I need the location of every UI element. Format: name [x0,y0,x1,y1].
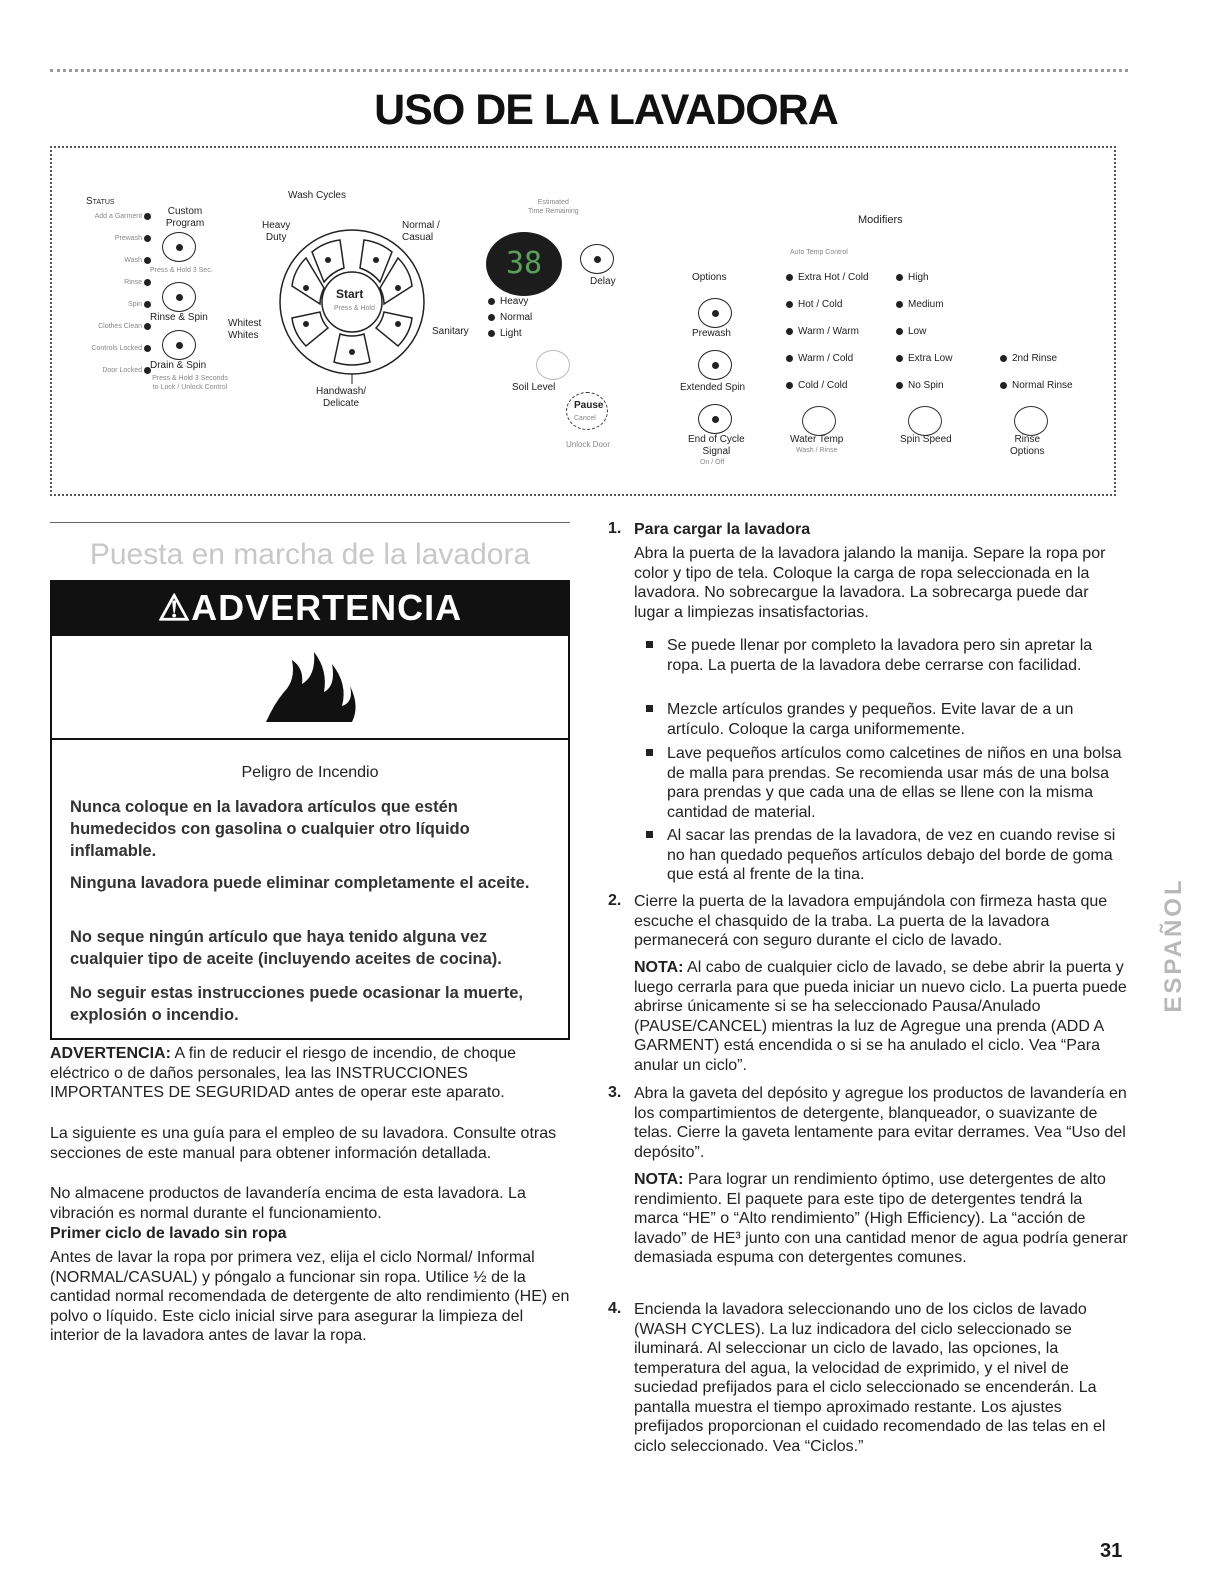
soil-level-label: Soil Level [512,382,556,393]
step-number: 1. [608,520,622,537]
intro-paragraph: La siguiente es una guía para el empleo de su lavadora. Consulte otras secciones de este manual para obtener información detallada. [50,1125,557,1162]
start-note: Press & Hold [334,305,375,312]
warning-band: ⚠ADVERTENCIA [50,580,570,636]
spin-option: No Spin [896,380,952,407]
rinse-options-button[interactable] [1014,406,1048,436]
language-side-tab [1160,815,1188,1075]
status-indicator: Rinse [66,278,156,300]
rinse-option: Normal Rinse [1000,380,1073,407]
water-temp-sub: Wash / Rinse [796,447,838,454]
step-text: Cierre la puerta de la lavadora empujándola con firmeza hasta que escuche el chasquido de la traba. La puerta de la lavadora permanecerá con seguro durante el ciclo de lavado. [634,893,1108,949]
section-divider [50,522,570,523]
press-hold-note: Press & Hold 3 Sec. [150,267,213,274]
first-cycle-paragraph: Antes de lavar la ropa por primera vez, elija el ciclo Normal/ Informal (NORMAL/CASUAL) y póngalo a funcionar sin ropa. Utilice ½ de la cantidad normal recomendada de detergente de alto rendimiento (HE) en polvo o líquido. Este ciclo inicial sirve para asegurar la limpieza del interior de la lavadora antes de lavar la ropa. [50,1249,570,1344]
delay-label: Delay [590,276,616,287]
unlock-door-label: Unlock Door [566,440,611,449]
spin-option: Low [896,326,952,353]
modifiers-heading: Modifiers [858,214,903,226]
prewash-label: Prewash [692,328,731,339]
custom-program-button[interactable] [162,232,196,262]
warning-rule [52,738,568,740]
step-text: Encienda la lavadora seleccionando uno de los ciclos de lavado (WASH CYCLES). La luz indicadora del ciclo seleccionado se iluminará. Al seleccionar un ciclo de lavado, las opciones, la temperatura del agua, la velocidad de exprimido, y el nivel de suciedad prefijados para el ciclo seleccionado se encenderán. La pantalla muestra el tiempo aproximado restante. Los ajustes prefijados proporcionan el cuidado recomendado de las telas en el ciclo seleccionado. Vea “Ciclos.” [634,1301,1106,1455]
step-heading: Para cargar la lavadora [634,521,811,538]
handwash-delicate-label: Handwash/ Delicate [316,386,367,409]
wash-cycle-dial [262,212,442,392]
rinse-options-label: Rinse Options [1010,434,1045,457]
water-temp-label: Water Temp [790,434,844,445]
step-note: NOTA: Para lograr un rendimiento óptimo, use detergentes de alto rendimiento. El paquete para este tipo de detergentes tendrá la marca “HE” o “Alto rendimiento” (High Efficiency). La “acción de lavado” de HE³ junto con una cantidad menor de agua podría generar demasiada espuma con detergentes comunes. [634,1171,1128,1266]
warning-subtitle: Peligro de Incendio [241,764,379,781]
water-temp-options [786,272,869,407]
step-note: NOTA: Al cabo de cualquier ciclo de lavado, se debe abrir la puerta y luego cerrarla para que pueda iniciar un nuevo ciclo. La puerta puede abrirse únicamente si se ha seleccionado Pausa/Anulado (PAUSE/CANCEL) mientras la luz de Agregue una prenda (ADD A GARMENT) está encendida o si se ha anulado el ciclo. Vea “Para anular un ciclo”. [634,959,1127,1074]
temp-option: Hot / Cold [786,299,869,326]
fire-icon [256,646,366,726]
soil-level-button[interactable] [536,350,570,380]
drain-spin-button[interactable] [162,330,196,360]
start-label[interactable]: Start [336,287,364,301]
warning-text: No seque ningún artículo que haya tenido alguna vez cualquier tipo de aceite (incluyendo aceites de cocina). [70,928,502,968]
soil-level-normal: Normal [488,312,532,328]
rinse-spin-button[interactable] [162,282,196,312]
pause-label: Pause [574,400,604,411]
time-display: 38 [486,232,562,296]
step-number: 3. [608,1084,622,1101]
status-heading: Status [86,196,115,207]
step-text: Abra la puerta de la lavadora jalando la manija. Separe la ropa por color y tipo de tela. Coloque la carga de ropa seleccionada en la lavadora. No sobrecargue la lavadora. La sobrecarga puede dar lugar a limpiezas insatisfactorias. [634,545,1106,621]
soil-level-light: Light [488,328,532,344]
step-number: 4. [608,1300,622,1317]
spin-option: Extra Low [896,353,952,380]
rinse-option: 2nd Rinse [1000,353,1073,380]
delay-button[interactable] [580,244,614,274]
soil-level-heavy: Heavy [488,296,532,312]
wash-cycles-heading: Wash Cycles [288,190,346,201]
status-indicator: Prewash [66,234,156,256]
sanitary-label: Sanitary [432,326,469,337]
rinse-spin-label: Rinse & Spin [150,312,208,323]
end-cycle-signal-button[interactable] [698,404,732,434]
step-text: Abra la gaveta del depósito y agregue los productos de lavandería en los compartimientos de detergente, blanqueador, o suavizante de telas. Cierre la gaveta lentamente para evitar derrames. Vea “Uso del depósito”. [634,1085,1127,1161]
drain-spin-note: Press & Hold 3 Seconds to Lock / Unlock Control [152,375,228,391]
status-indicator: Clothes Clean [66,322,156,344]
side-tab-label: ESPAÑOL [1160,877,1187,1013]
rinse-options-list [1000,353,1073,407]
normal-casual-label: Normal / Casual [402,220,440,243]
status-indicator: Controls Locked [66,344,156,366]
drain-spin-label: Drain & Spin [150,360,207,371]
page-number: 31 [1100,1540,1123,1562]
status-indicator: Wash [66,256,156,278]
status-indicator: Door Locked [66,366,156,388]
spin-option: Medium [896,299,952,326]
step-number: 2. [608,892,622,909]
extended-spin-button[interactable] [698,350,732,380]
status-indicators [66,212,156,388]
temp-option: Cold / Cold [786,380,869,407]
page-title: USO DE LA LAVADORA [374,86,838,134]
end-cycle-signal-label: End of Cycle Signal [688,434,745,457]
advert-paragraph: ADVERTENCIA: A fin de reducir el riesgo de incendio, de choque eléctrico o de daños personales, lea las INSTRUCCIONES IMPORTANTES DE SEGURIDAD antes de operar este aparato. [50,1045,517,1101]
warning-text: Nunca coloque en la lavadora artículos que estén humedecidos con gasolina o cualquier otro líquido inflamable. [70,798,470,860]
storage-paragraph: No almacene productos de lavandería encima de esta lavadora. La vibración es normal durante el funcionamiento. [50,1185,526,1222]
spin-speed-options [896,272,952,407]
spin-option: High [896,272,952,299]
heavy-duty-label: Heavy Duty [262,220,291,243]
status-indicator: Add a Garment [66,212,156,234]
estimated-time-label: Estimated Time Remaining [528,199,579,215]
header-rule [50,69,1128,72]
soil-levels [488,296,532,344]
water-temp-button[interactable] [802,406,836,436]
temp-option: Extra Hot / Cold [786,272,869,299]
temp-option: Warm / Cold [786,353,869,380]
custom-program-label: Custom Program [165,206,205,229]
extended-spin-label: Extended Spin [680,382,746,393]
spin-speed-label: Spin Speed [900,434,952,445]
spin-speed-button[interactable] [908,406,942,436]
first-cycle-heading: Primer ciclo de lavado sin ropa [50,1225,287,1242]
end-cycle-signal-sub: On / Off [700,459,725,466]
warning-text: Ninguna lavadora puede eliminar completamente el aceite. [70,874,530,892]
whitest-whites-label: Whitest Whites [228,318,262,341]
status-indicator: Spin [66,300,156,322]
section-title: Puesta en marcha de la lavadora [89,538,531,571]
warning-text: No seguir estas instrucciones puede ocasionar la muerte, explosión o incendio. [70,984,523,1024]
options-heading: Options [692,272,727,283]
auto-temp-label: Auto Temp Control [790,249,848,256]
temp-option: Warm / Warm [786,326,869,353]
prewash-button[interactable] [698,298,732,328]
cancel-label: Cancel [574,415,596,422]
